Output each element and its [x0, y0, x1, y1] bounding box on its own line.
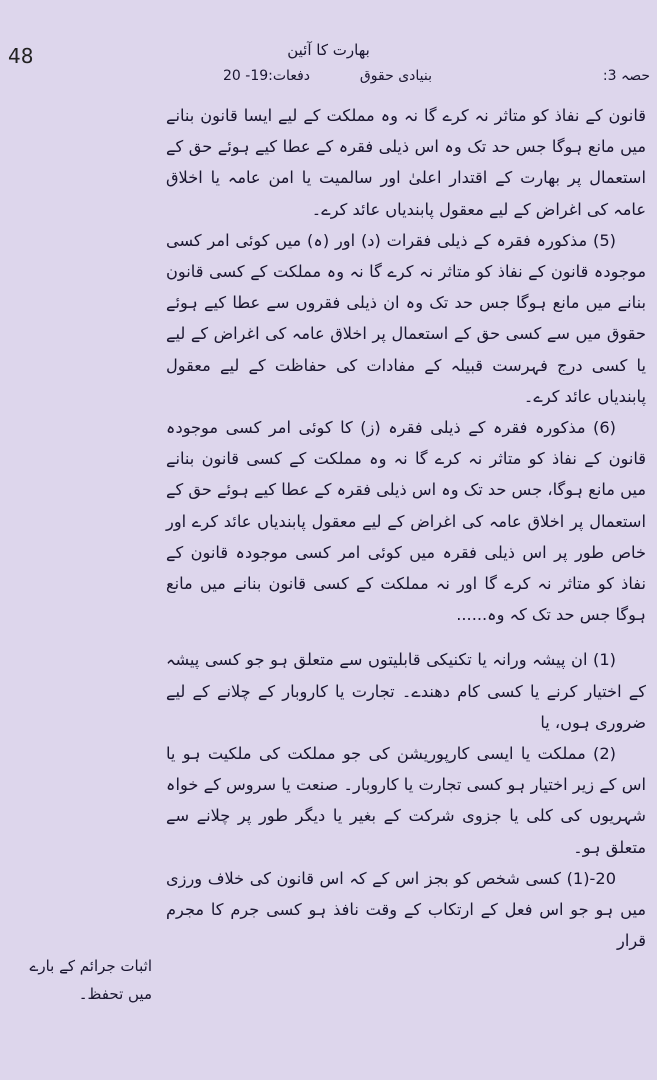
sections-label: دفعات:19- 20: [222, 68, 310, 84]
paragraph-clause-6: (6) مذکورہ فقرہ کے ذیلی فقرہ (ز) کا کوئی امر کسی موجودہ قانون کے نفاذ کو متاثر نہ کرے گا نہ وہ مملکت کے کسی قانون بنانے میں مانع ہوگا، جس حد تک وہ اس ذیلی فقرہ کے عطا کیے ہوئے حق کے استعمال پر اخلاق عامہ کی اغراض کے لیے معقول پابندیاں عائد کرے اور خاص طور پر اس ذیلی فقرہ میں کوئی امر کسی موجودہ قانون کے نفاذ کو متاثر نہ کرے گا اور نہ مملکت کے کسی قانون بنانے میں مانع ہوگا جس حد تک کہ وہ......: [166, 418, 646, 625]
paragraph-article-20: 20-(1) کسی شخص کو بجز اس کے کہ اس قانون کی خلاف ورزی میں ہو جو اس فعل کے ارتکاب کے وقت نافذ ہو کسی جرم کا مجرم قرار: [166, 868, 646, 951]
margin-note-line: اثبات جرائم کے بارے: [29, 957, 152, 975]
paragraph-continuation: قانون کے نفاذ کو متاثر نہ کرے گا نہ وہ مملکت کے لیے ایسا قانون بنانے میں مانع ہوگا جس حد تک وہ اس ذیلی فقرہ کے عطا کیے ہوئے حق کے استعمال پر بھارت کے اقتدار اعلیٰ اور سالمیت یا امن عامہ یا اخلاق عامہ کی اغراض کے لیے معقول پابندیاں عائد کرے۔: [166, 106, 646, 219]
book-title: بھارت کا آئین: [287, 41, 370, 59]
body-text: [166, 100, 646, 956]
margin-note: [12, 952, 152, 1008]
paragraph-clause-5: (5) مذکورہ فقرہ کے ذیلی فقرات (د) اور (ہ) میں کوئی امر کسی موجودہ قانون کے نفاذ کو متاثر نہ کرے گا نہ وہ مملکت کے کسی قانون بنانے میں مانع ہوگا جس حد تک وہ ان ذیلی فقروں سے عطا کیے ہوئے حقوق میں سے کسی حق کے استعمال پر اخلاق عامہ کی اغراض کے لیے یا کسی درج فہرست قبیلہ کے مفادات کی حفاظت کے لیے معقول پابندیاں عائد کرے۔: [166, 230, 646, 406]
chapter-label: بنیادی حقوق: [359, 68, 432, 84]
paragraph-subclause-2: (2) مملکت یا ایسی کارپوریشن کی جو مملکت کی ملکیت ہو یا اس کے زیر اختیار ہو کسی تجارت یا کاروبار۔ صنعت یا سروس کے خواہ شہریوں کی کلی یا جزوی شرکت کے بغیر یا دیگر طور پر چلانے سے متعلق ہو۔: [166, 744, 646, 857]
part-label: حصہ 3:: [602, 68, 650, 84]
running-head: [200, 68, 650, 90]
margin-note-line: میں تحفظ۔: [78, 985, 152, 1003]
page-number: 48: [8, 44, 34, 68]
paragraph-subclause-1: (1) ان پیشہ ورانہ یا تکنیکی قابلیتوں سے متعلق ہو جو کسی پیشہ کے اختیار کرنے یا کسی کام دھندے۔ تجارت یا کاروبار کے چلانے کے لیے ضروری ہوں، یا: [166, 650, 646, 732]
